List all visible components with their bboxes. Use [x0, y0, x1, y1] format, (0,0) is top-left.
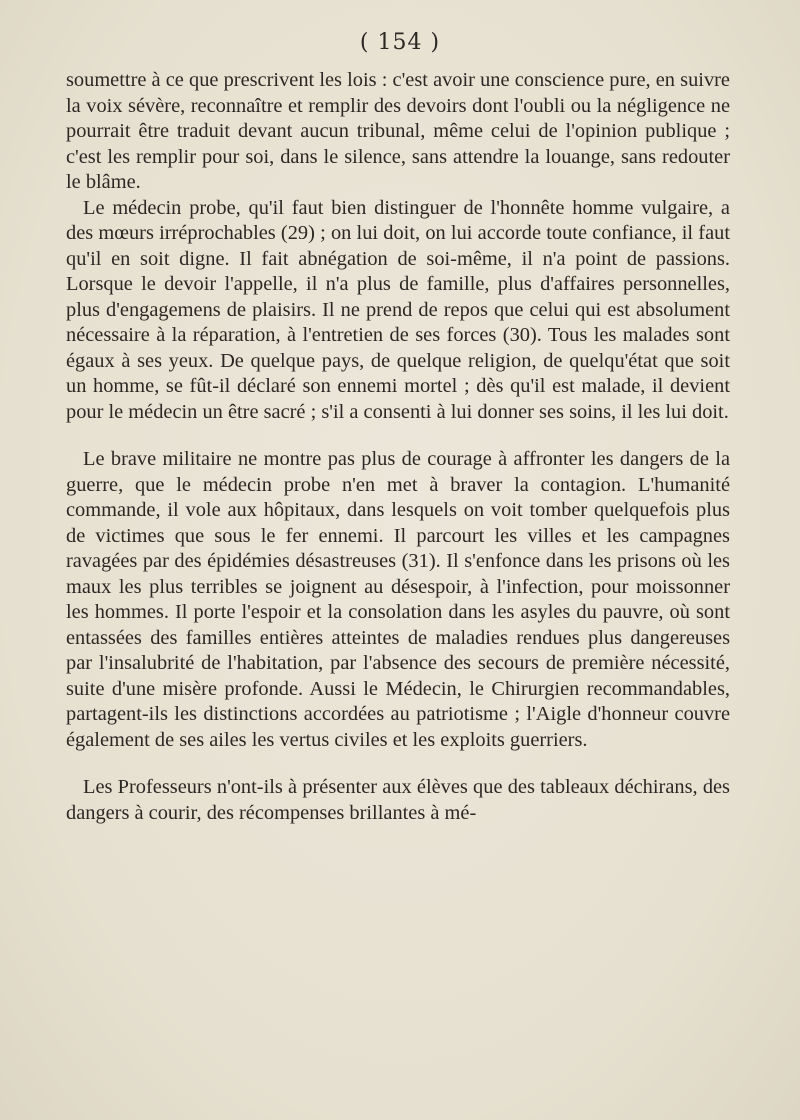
page-number: ( 154 ) [359, 30, 441, 55]
paragraph: Les Professeurs n'ont-ils à présenter aux élèves que des tableaux déchirans, des dangers à courir, des récompenses brillantes à mé- [66, 776, 730, 824]
paragraph-gap [66, 753, 730, 775]
body-text [66, 68, 730, 826]
paragraph-gap [66, 425, 730, 447]
paragraph: Le brave militaire ne montre pas plus de courage à affronter les dangers de la guerre, que le médecin probe n'en met à braver la contagion. L'humanité commande, il vole aux hôpitaux, dans lesquels on voit tomber quelquefois plus de victimes que sous le fer ennemi. Il parcourt les villes et les campagnes ravagées par des épidémies désastreuses (31). Il s'enfonce dans les prisons où les maux les plus terribles se joignent au désespoir, à l'infection, pour moissonner les hommes. Il porte l'espoir et la consolation dans les asyles du pauvre, où sont entassées des familles entières atteintes de maladies rendues plus dangereuses par l'insalubrité de l'habitation, par l'absence des secours de première nécessité, suite d'une misère profonde. Aussi le Médecin, le Chirurgien recommandables, partagent-ils les distinctions accordées au patriotisme ; l'Aigle d'honneur couvre également de ses ailes les vertus civiles et les exploits guerriers. [66, 448, 730, 751]
paragraph: soumettre à ce que prescrivent les lois : c'est avoir une conscience pure, en suivre la voix sévère, reconnaître et remplir des devoirs dont l'oubli ou la négligence ne pourrait être traduit devant aucun tribunal, même celui de l'opinion publique ; c'est les remplir pour soi, dans le silence, sans attendre la louange, sans redouter le blâme. [66, 69, 730, 193]
paragraph: Le médecin probe, qu'il faut bien distinguer de l'honnête homme vulgaire, a des mœurs irréprochables (29) ; on lui doit, on lui accorde toute confiance, il faut qu'il en soit digne. Il fait abnégation de soi-même, il n'a point de passions. Lorsque le devoir l'appelle, il n'a plus de famille, plus d'affaires personnelles, plus d'engagemens de plaisirs. Il ne prend de repos que celui qui est absolument nécessaire à la réparation, à l'entretien de ses forces (30). Tous les malades sont égaux à ses yeux. De quelque pays, de quelque religion, de quelqu'état que soit un homme, se fût-il déclaré son ennemi mortel ; dès qu'il est malade, il devient pour le médecin un être sacré ; s'il a consenti à lui donner ses soins, il les lui doit. [66, 196, 730, 423]
